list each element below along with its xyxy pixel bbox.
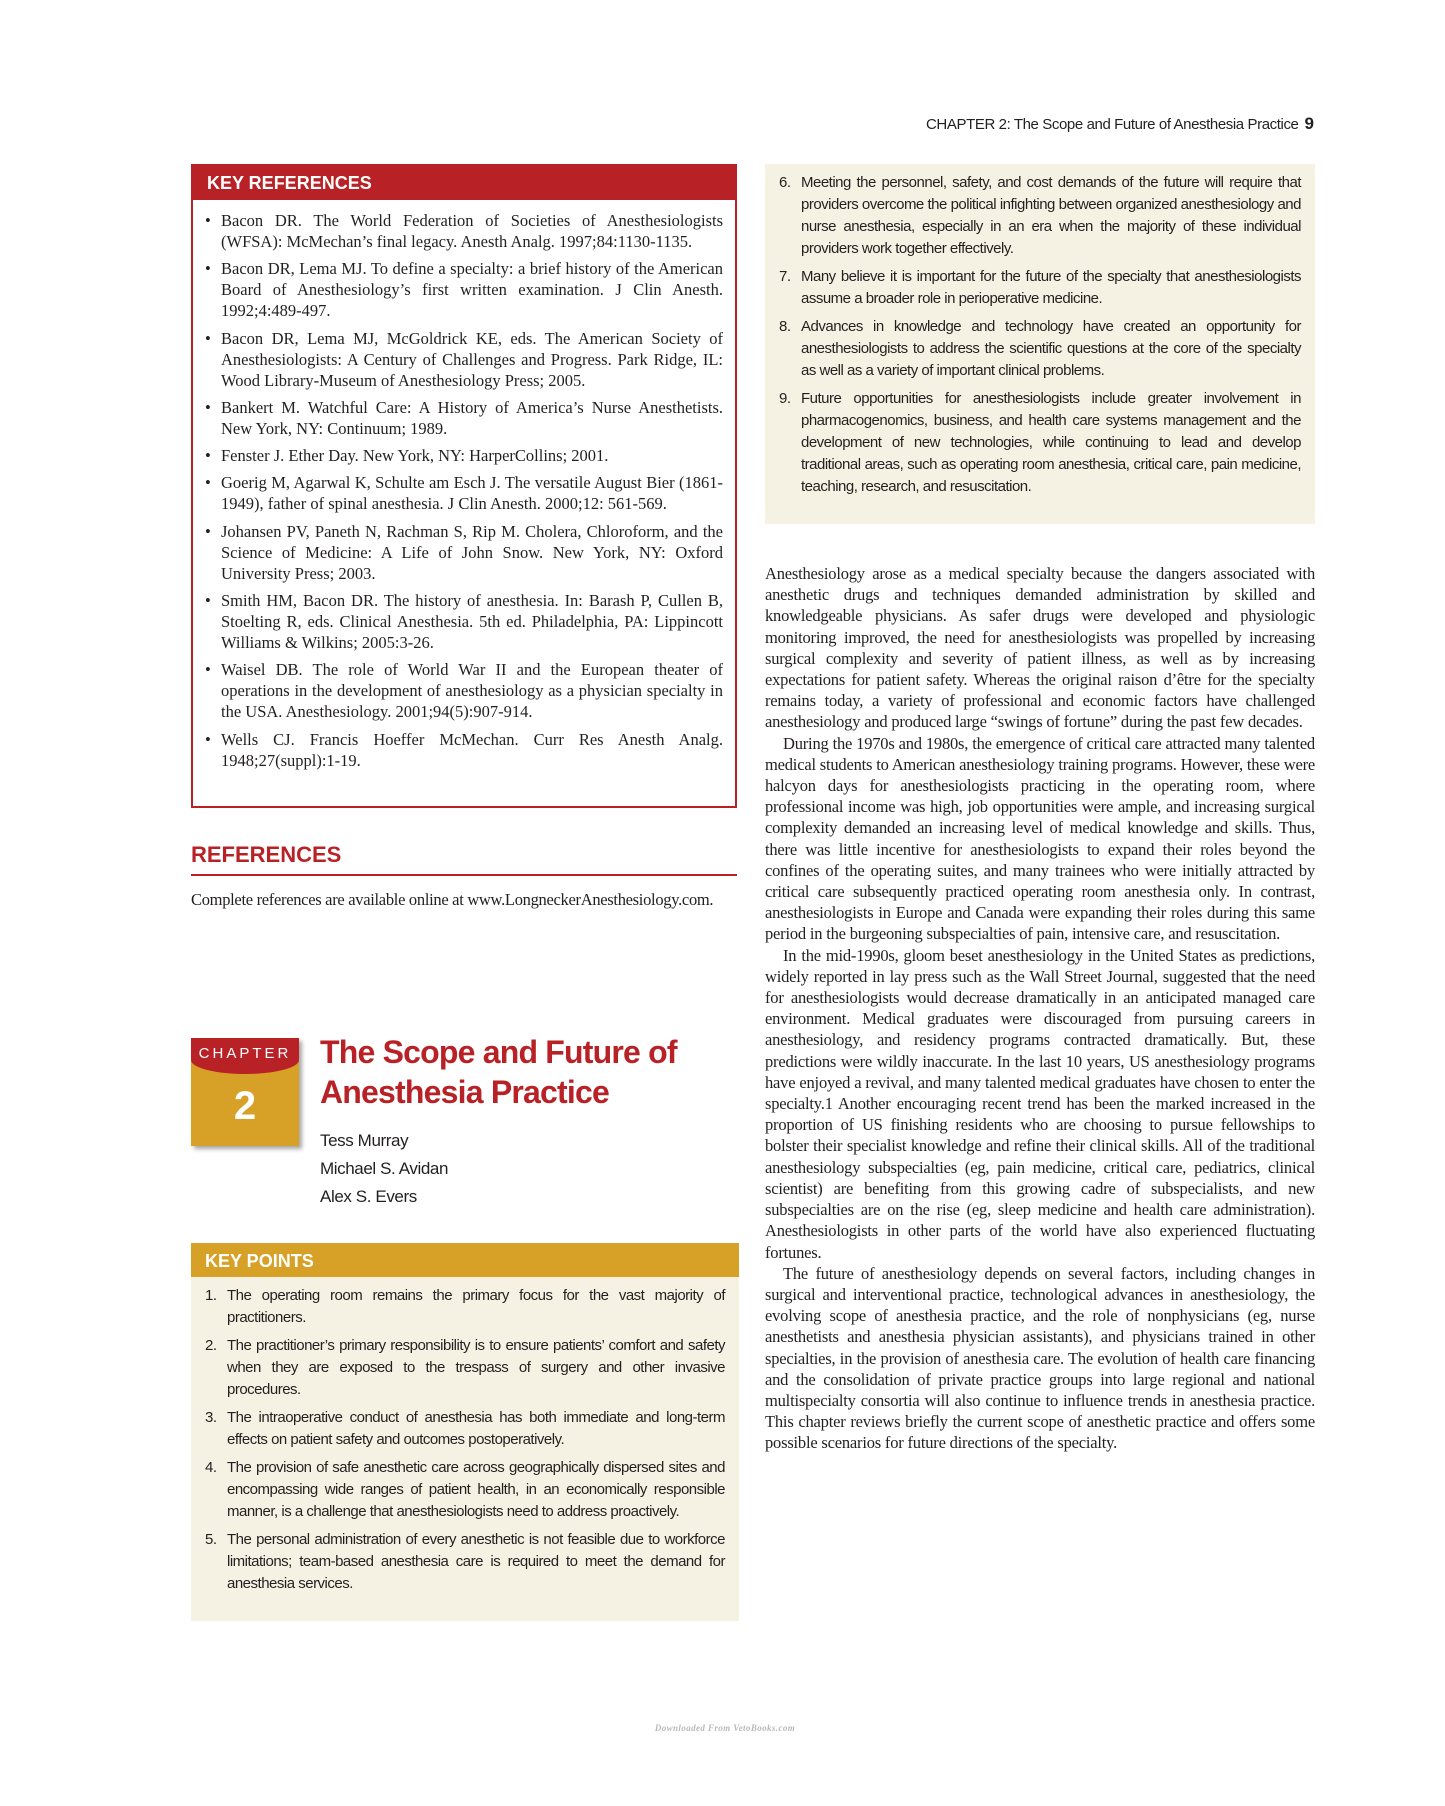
author-name: Tess Murray [320,1131,409,1150]
key-point-number: 1. [205,1287,217,1304]
key-point-number: 4. [205,1459,217,1476]
key-point-text: Meeting the personnel, safety, and cost demands of the future will require that providers overcome the political infighting between organized anesthesiology and nurse anesthesia, especially in an era when the majority of these individual providers work together effectively. [801,174,1301,257]
key-points-continued-box [765,164,1315,524]
page-number: 9 [1304,114,1314,133]
running-title: CHAPTER 2: The Scope and Future of Anesthesia Practice [926,116,1299,133]
key-point-text: Many believe it is important for the future of the specialty that anesthesiologists assume a broader role in perioperative medicine. [801,268,1301,307]
key-point-text: The intraoperative conduct of anesthesia has both immediate and long-term effects on patient safety and outcomes postoperatively. [227,1409,725,1448]
key-point-item [205,1407,725,1451]
key-point-number: 6. [779,174,791,191]
key-references-list [193,210,735,771]
body-text [765,563,1315,1454]
body-paragraph: In the mid-1990s, gloom beset anesthesiology in the United States as predictions, widely reported in lay press such as the Wall Street Journal, suggested that the need for anesthesiologists would decrease dramatically in an anticipated managed care environment. Medical graduates were discouraged from pursuing careers in anesthesiology, and residency programs contracted dramatically. But, these predictions were wildly inaccurate. In the last 10 years, US anesthesiology programs have enjoyed a revival, and many talented medical graduates have chosen to enter the specialty.1 Another encouraging recent trend has been the marked increased in the proportion of US finishing residents who are choosing to pursue fellowships to bolster their specialist knowledge and refine their clinical skills. All of the traditional anesthesiology subspecialties (eg, pain medicine, critical care, pediatrics, clinical scientist) are benefiting from this growing cadre of subspecialists, and new subspecialties are on the rise (eg, sleep medicine and health care administration). Anesthesiologists in other parts of the world have also experienced fluctuating fortunes. [765,945,1315,1262]
chapter-title [320,1032,740,1112]
key-point-text: The provision of safe anesthetic care across geographically dispersed sites and encompassing wide ranges of patient health, in an economically responsible manner, is a challenge that anesthesiologists need to address proactively. [227,1459,725,1520]
key-point-text: The operating room remains the primary focus for the vast majority of practitioners. [227,1287,725,1326]
key-points-heading: KEY POINTS [191,1243,739,1277]
author-list [320,1127,448,1211]
reference-item: • Fenster J. Ether Day. New York, NY: HarperCollins; 2001. [221,445,723,466]
key-point-item [779,388,1301,498]
reference-item: • Johansen PV, Paneth N, Rachman S, Rip M. Cholera, Chloroform, and the Science of Medicine: A Life of John Snow. New York, NY: Oxford University Press; 2003. [221,521,723,584]
key-point-number: 5. [205,1531,217,1548]
reference-item: • Smith HM, Bacon DR. The history of anesthesia. In: Barash P, Cullen B, Stoelting R, eds. Clinical Anesthesia. 5th ed. Philadelphia, PA: Lippincott Williams & Wilkins; 2005:3-26. [221,590,723,653]
key-point-item [779,172,1301,260]
key-point-item [205,1457,725,1523]
key-point-text: Advances in knowledge and technology have created an opportunity for anesthesiologists to address the scientific questions at the core of the specialty as well as a variety of important clinical problems. [801,318,1301,379]
key-points-list [191,1277,739,1595]
reference-item: • Goerig M, Agarwal K, Schulte am Esch J. The versatile August Bier (1861-1949), father of spinal anesthesia. J Clin Anesth. 2000;12: 561-569. [221,472,723,514]
key-point-number: 3. [205,1409,217,1426]
key-point-number: 9. [779,390,791,407]
key-point-item [779,266,1301,310]
chapter-label: CHAPTER [191,1038,299,1074]
reference-item: • Bacon DR. The World Federation of Societies of Anesthesiologists (WFSA): McMechan’s final legacy. Anesth Analg. 1997;84:1130-1135. [221,210,723,252]
reference-item: • Bankert M. Watchful Care: A History of America’s Nurse Anesthetists. New York, NY: Continuum; 1989. [221,397,723,439]
reference-item: • Waisel DB. The role of World War II and the European theater of operations in the development of anesthesiology as a physician specialty in the USA. Anesthesiology. 2001;94(5):907-914. [221,659,723,722]
key-references-box [191,164,737,808]
author-name: Alex S. Evers [320,1187,417,1206]
key-point-text: The personal administration of every anesthetic is not feasible due to workforce limitations; team-based anesthesia care is required to meet the demand for anesthesia services. [227,1531,725,1592]
chapter-number: 2 [233,1084,257,1128]
references-text: Complete references are available online at www.LongneckerAnesthesiology.com. [191,890,714,909]
author-name: Michael S. Avidan [320,1159,449,1178]
key-point-item [779,316,1301,382]
chapter-title-line-1: The Scope and Future of [320,1034,677,1070]
key-point-number: 2. [205,1337,217,1354]
key-point-item [205,1335,725,1401]
key-points-continued-list [765,164,1315,498]
reference-item: • Bacon DR, Lema MJ. To define a specialty: a brief history of the American Board of Anesthesiology’s first written examination. J Clin Anesth. 1992;4:489-497. [221,258,723,321]
reference-item: • Bacon DR, Lema MJ, McGoldrick KE, eds. The American Society of Anesthesiologists: A Century of Challenges and Progress. Park Ridge, IL: Wood Library-Museum of Anesthesiology Press; 2005. [221,328,723,391]
key-point-text: The practitioner’s primary responsibility is to ensure patients’ comfort and safety when they are exposed to the trespass of surgery and other invasive procedures. [227,1337,725,1398]
key-point-item [205,1529,725,1595]
key-points-box [191,1243,739,1621]
references-heading: REFERENCES [191,842,737,876]
body-paragraph: The future of anesthesiology depends on several factors, including changes in surgical and interventional practice, technological advances in anesthesiology, the evolving scope of anesthesia practice, and the role of nonphysicians (eg, nurse anesthetists and anesthesia physician assistants), and physicians trained in other specialties, in the provision of anesthesia care. The evolution of health care financing and the consolidation of private practice groups into large regional and national multispecialty consortia will also continue to influence trends in anesthesia practice. This chapter reviews briefly the current scope of anesthetic practice and offers some possible scenarios for future directions of the specialty. [765,1263,1315,1453]
chapter-badge [191,1038,299,1146]
body-paragraph: Anesthesiology arose as a medical specialty because the dangers associated with anesthetic drugs and techniques demanded administration by skilled and knowledgeable physicians. As safer drugs were developed and physiologic monitoring improved, the need for anesthesiologists was propelled by increasing surgical complexity and severity of patient illness, as well as by increasing expectations for patient safety. Whereas the original raison d’être for the specialty remains today, a variety of professional and economic factors have challenged anesthesiology and produced large “swings of fortune” during the past few decades. [765,564,1315,732]
key-references-heading: KEY REFERENCES [193,166,735,200]
chapter-title-line-2: Anesthesia Practice [320,1074,609,1110]
watermark: Downloaded From VetoBooks.com [654,1723,796,1733]
key-point-number: 7. [779,268,791,285]
running-header [926,114,1314,138]
reference-item: • Wells CJ. Francis Hoeffer McMechan. Curr Res Anesth Analg. 1948;27(suppl):1-19. [221,729,723,771]
body-paragraph: During the 1970s and 1980s, the emergence of critical care attracted many talented medical students to American anesthesiology training programs. However, these were halcyon days for anesthesiologists practicing in the operating room, where professional income was high, job opportunities were ample, and increasing surgical complexity demanded an increasing level of medical knowledge and skills. Thus, there was little incentive for anesthesiologists to expand their roles beyond the confines of the operating suites, and many trainees who were initially attracted by critical care subsequently practiced operating room anesthesia only. In contrast, anesthesiologists in Europe and Canada were expanding their roles during this same period in the burgeoning subspecialties of pain, intensive care, and resuscitation. [765,733,1315,944]
key-point-item [205,1285,725,1329]
key-point-number: 8. [779,318,791,335]
key-point-text: Future opportunities for anesthesiologists include greater involvement in pharmacogenomics, business, and health care systems management and the development of new technologies, while continuing to lead and develop traditional areas, such as operating room anesthesia, critical care, pain medicine, teaching, research, and resuscitation. [801,390,1301,495]
